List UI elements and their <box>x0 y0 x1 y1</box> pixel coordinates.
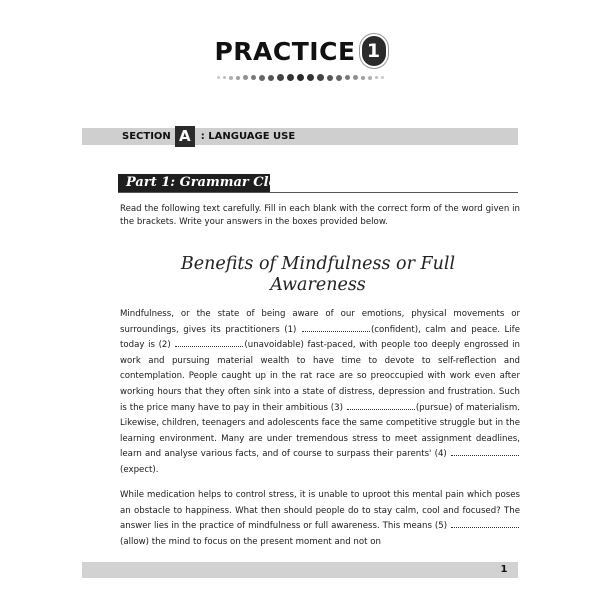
dot-icon <box>277 74 284 81</box>
part-title: Part 1: Grammar Cloze <box>126 175 293 190</box>
dot-icon <box>361 76 365 80</box>
dot-icon <box>297 74 304 81</box>
text-segment: (pursue) of materialism. Likewise, children, teenagers and adolescents face the same competitive struggle but in the learning environment. Many are under tremendous stress to meet assignment deadlines, learn and analyse various facts, and of course to surpass their parents' (4) <box>120 402 520 460</box>
text-segment: (confident), calm and peace. Life today is (2) <box>120 324 520 351</box>
instructions: Read the following text carefully. Fill in each blank with the correct form of the word given in the brackets. Write your answers in the boxes provided below. <box>120 204 520 228</box>
dot-icon <box>317 74 324 81</box>
section-label: SECTION <box>122 131 171 142</box>
dot-icon <box>368 76 372 80</box>
passage-title-line-2: Awareness <box>270 275 366 295</box>
footer-bar <box>82 562 518 578</box>
dot-icon <box>375 76 378 79</box>
dot-icon <box>336 75 342 81</box>
text-segment: (expect). <box>120 464 159 475</box>
dot-icon <box>229 76 233 80</box>
dot-icon <box>381 76 384 79</box>
dot-icon <box>345 75 350 80</box>
page-number: 1 <box>500 564 508 575</box>
dot-icon <box>251 75 256 80</box>
answer-blank-5[interactable] <box>451 519 519 528</box>
answer-blank-2[interactable] <box>175 338 243 347</box>
passage-paragraph-2 <box>120 488 520 550</box>
dot-icon <box>243 75 248 80</box>
text-segment: While medication helps to control stress, it is unable to uproot this mental pain which poses an obstacle to happiness. What then should people do to stay calm, cool and focused? The answer lies in the practice of mindfulness or full awareness. This means (5) <box>120 490 520 532</box>
answer-blank-3[interactable] <box>347 401 415 410</box>
section-subtitle: : LANGUAGE USE <box>200 131 296 142</box>
passage-paragraph-1 <box>120 307 520 479</box>
practice-number-badge: 1 <box>362 36 386 66</box>
answer-blank-4[interactable] <box>451 447 519 456</box>
passage-title <box>118 254 518 296</box>
dot-icon <box>327 75 333 81</box>
decorative-dot-row <box>0 74 600 81</box>
dot-icon <box>223 76 226 79</box>
dot-icon <box>236 76 240 80</box>
practice-word: PRACTICE <box>214 36 356 66</box>
dot-icon <box>287 74 294 81</box>
text-segment: (allow) the mind to focus on the present moment and not on <box>120 536 381 547</box>
text-segment: (unavoidable) fast-paced, with people too deeply engrossed in work and pursuing material wealth to have time to devote to self-reflection and contemplation. People caught up in the rat race are so preoccupied with work even after working hours that they often sink into a state of distress, depression and frustration. Such is the price many have to pay in their ambitious (3) <box>120 340 520 413</box>
section-letter: A <box>175 126 195 147</box>
dot-icon <box>268 75 274 81</box>
section-heading <box>82 126 295 147</box>
dot-icon <box>217 76 220 79</box>
practice-header <box>0 36 600 66</box>
dot-icon <box>307 74 314 81</box>
answer-blank-1[interactable] <box>302 323 370 332</box>
part-divider <box>118 192 518 193</box>
passage-title-line-1: Benefits of Mindfulness or Full <box>180 254 456 274</box>
text-segment: Mindfulness, or the state of being aware of our emotions, physical movements or surroundings, gives its practitioners (1) <box>120 309 520 335</box>
practice-title <box>214 36 385 66</box>
dot-icon <box>259 75 265 81</box>
dot-icon <box>353 75 358 80</box>
